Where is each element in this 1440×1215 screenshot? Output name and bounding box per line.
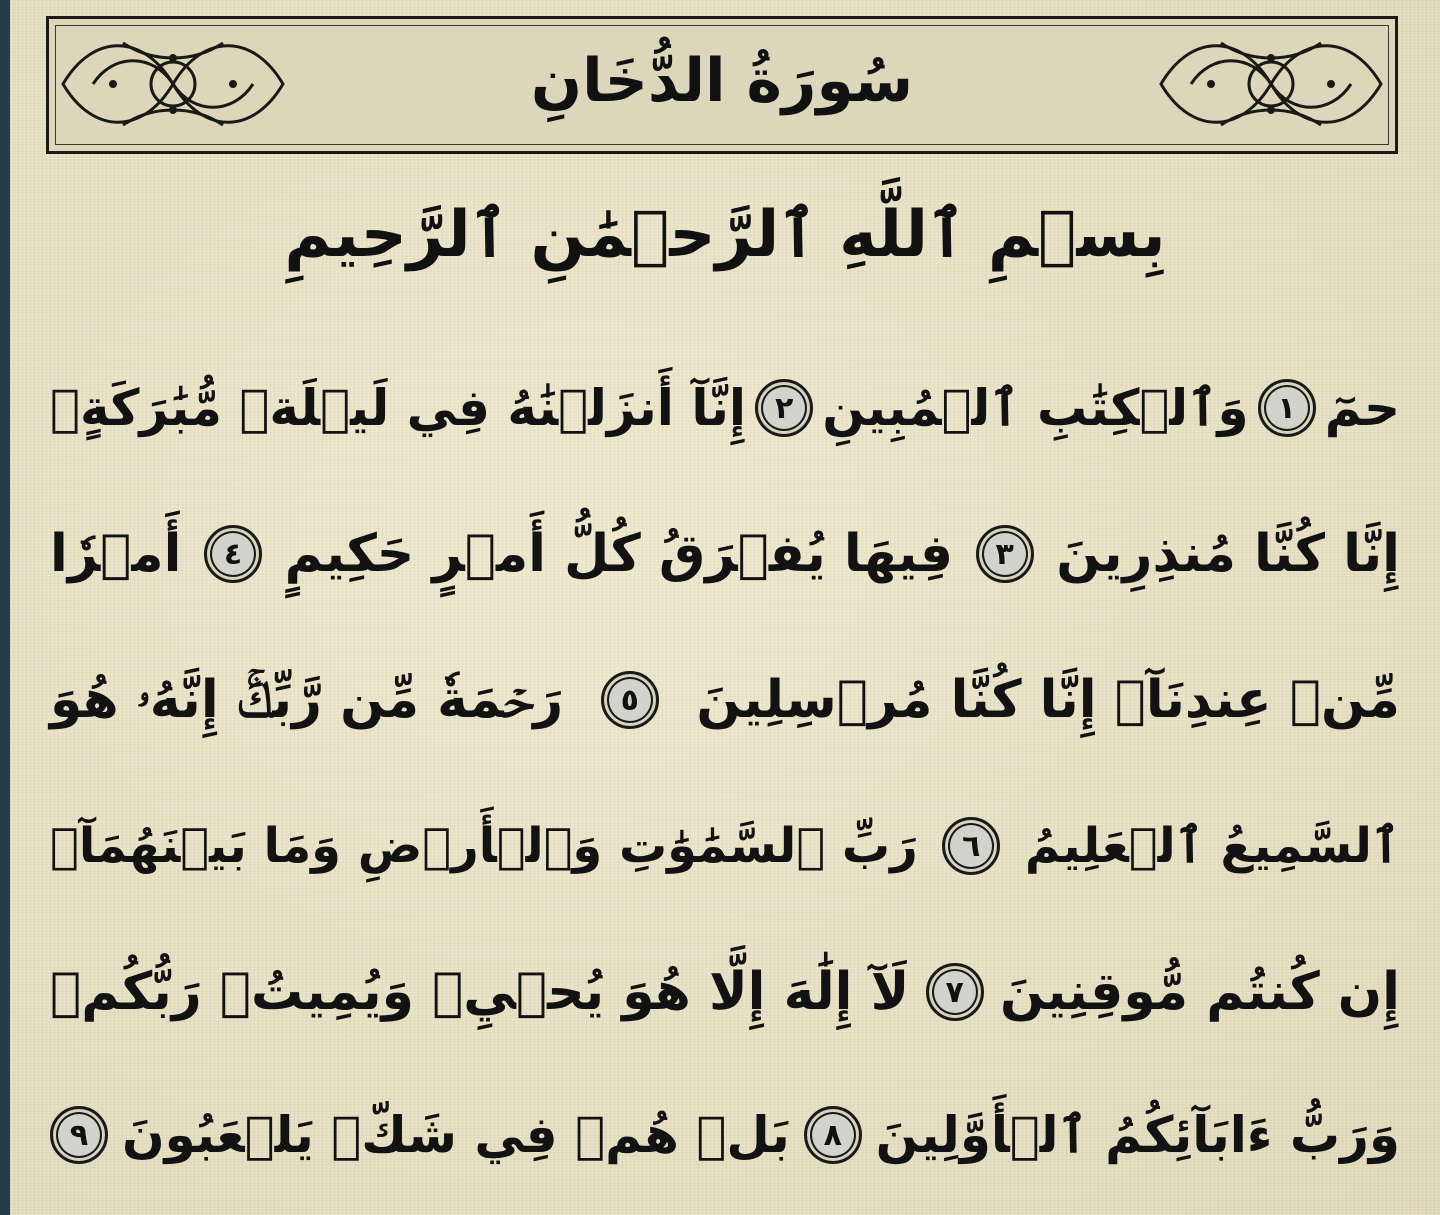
verse-line — [50, 773, 1400, 919]
verse-text: لَآ إِلَٰهَ إِلَّا هُوَ يُحۡيِۦ وَيُمِيتُۖ رَبُّكُمۡ — [50, 962, 910, 1022]
verse-line — [50, 481, 1400, 627]
ayah-number-marker: ٧ — [926, 963, 984, 1021]
verse-text: وَٱلۡكِتَٰبِ ٱلۡمُبِينِ — [822, 379, 1249, 437]
verse-line — [50, 919, 1400, 1065]
verse-text: إِنَّا كُنَّا مُنذِرِينَ — [1056, 524, 1400, 584]
verse-line — [50, 1065, 1400, 1205]
ayah-number-marker: ٦ — [942, 817, 1000, 875]
verse-line — [50, 627, 1400, 773]
surah-header-frame — [46, 16, 1398, 154]
mushaf-page — [10, 0, 1440, 1215]
verse-text: إِنَّآ أَنزَلۡنَٰهُ فِي لَيۡلَةٖ مُّبَٰرَكَةٍۚ — [50, 379, 747, 437]
verse-text: ٱلسَّمِيعُ ٱلۡعَلِيمُ — [1024, 818, 1400, 874]
ayah-number-marker: ٤ — [204, 525, 262, 583]
basmala: بِسۡمِ ٱللَّهِ ٱلرَّحۡمَٰنِ ٱلرَّحِيمِ — [284, 198, 1166, 272]
verse-text: أَمۡرٗا — [50, 524, 182, 584]
verses-block — [50, 335, 1400, 1205]
ayah-number-marker: ٣ — [976, 525, 1034, 583]
verse-text: مِّنۡ عِندِنَآۚ إِنَّا كُنَّا مُرۡسِلِينَ — [696, 670, 1400, 730]
ayah-number-marker: ١ — [1258, 379, 1316, 437]
verse-line — [50, 335, 1400, 481]
verse-text: رَبِّ ٱلسَّمَٰوَٰتِ وَٱلۡأَرۡضِ وَمَا بَيۡنَهُمَآۖ — [50, 818, 918, 874]
ayah-number-marker: ٢ — [755, 379, 813, 437]
ayah-number-marker: ٥ — [601, 671, 659, 729]
surah-title: سُورَةُ الدُّخَانِ — [530, 46, 914, 116]
verse-text: رَحۡمَةٗ مِّن رَّبِّكَۚ إِنَّهُۥ هُوَ — [50, 669, 564, 730]
verse-text: فِيهَا يُفۡرَقُ كُلُّ أَمۡرٍ حَكِيمٍ — [284, 524, 954, 584]
ayah-number-marker: ٩ — [50, 1106, 108, 1164]
verse-text: حمٓ — [1324, 379, 1400, 437]
verse-text: بَلۡ هُمۡ فِي شَكّٖ يَلۡعَبُونَ — [121, 1106, 790, 1164]
verse-text: وَرَبُّ ءَابَآئِكُمُ ٱلۡأَوَّلِينَ — [875, 1106, 1400, 1164]
ayah-number-marker: ٨ — [804, 1106, 862, 1164]
verse-text: إِن كُنتُم مُّوقِنِينَ — [1000, 962, 1400, 1022]
